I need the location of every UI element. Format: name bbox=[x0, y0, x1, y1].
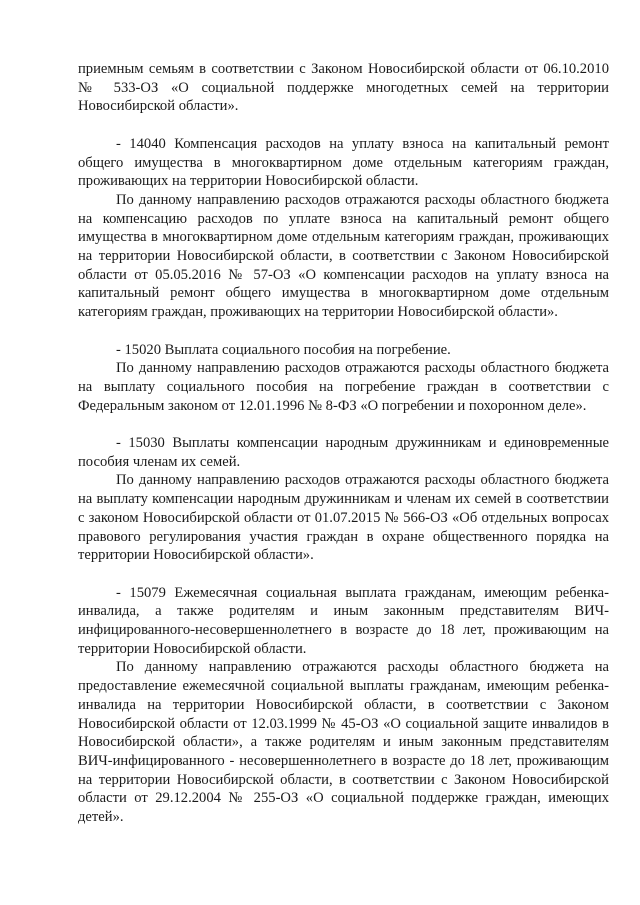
item-15020-heading: - 15020 Выплата социального пособия на погребение. bbox=[116, 341, 451, 358]
item-14040-description: По данному направлению расходов отражаются расходы областного бюджета на компенсацию расходов по уплате взноса на капитальный ремонт общего имущества в многоквартирном доме отдельным категориям граждан, проживающих на территории Новосибирской области, в соответствии с Законом Новосибирской области от 05.05.2016 № 57-ОЗ «О компенсации расходов на уплату взноса на капитальный ремонт общего имущества в многоквартирном доме отдельным категориям граждан, проживающих на территории Новосибирской области». bbox=[78, 191, 609, 321]
item-15030-heading: - 15030 Выплаты компенсации народным дружинникам и единовременные пособия членам их семей. bbox=[78, 435, 609, 470]
item-15079-description: По данному направлению отражаются расходы областного бюджета на предоставление ежемесячной социальной выплаты гражданам, имеющим ребенка-инвалида на территории Новосибирской области, в соответствии с Законом Новосибирской области от 12.03.1999 № 45-ОЗ «О социальной защите инвалидов в Новосибирской области», а также родителям и иным законным представителям ВИЧ-инфицированного - несовершеннолетнего в возрасте до 18 лет, проживающим на территории Новосибирской области, в соответствии с Законом Новосибирской области от 29.12.2004 № 255-ОЗ «О социальной поддержке граждан, имеющих детей». bbox=[78, 659, 609, 826]
item-15020-description: По данному направлению расходов отражаются расходы областного бюджета на выплату социального пособия на погребение граждан в соответствии с Федеральным законом от 12.01.1996 № 8-ФЗ «О погребении и похоронном деле». bbox=[78, 360, 609, 414]
paragraph-continuation: приемным семьям в соответствии с Законом Новосибирской области от 06.10.2010 № 533-ОЗ «О социальной поддержке многодетных семей на территории Новосибирской области». bbox=[78, 61, 609, 115]
item-15079-heading: - 15079 Ежемесячная социальная выплата гражданам, имеющим ребенка-инвалида, а также родителям и иным законным представителям ВИЧ-инфицированного-несовершеннолетнего в возрасте до 18 лет, проживающим на территории Новосибирской области. bbox=[78, 584, 609, 657]
item-15030-description: По данному направлению расходов отражаются расходы областного бюджета на выплату компенсации народным дружинникам и членам их семей в соответствии с законом Новосибирской области от 01.07.2015 № 566-ОЗ «Об отдельных вопросах правового регулирования участия граждан в охране общественного порядка на территории Новосибирской области». bbox=[78, 472, 609, 564]
item-14040-heading: - 14040 Компенсация расходов на уплату взноса на капитальный ремонт общего имущества в многоквартирном доме отдельным категориям граждан, проживающих на территории Новосибирской области. bbox=[78, 135, 609, 190]
document-page bbox=[78, 60, 609, 827]
